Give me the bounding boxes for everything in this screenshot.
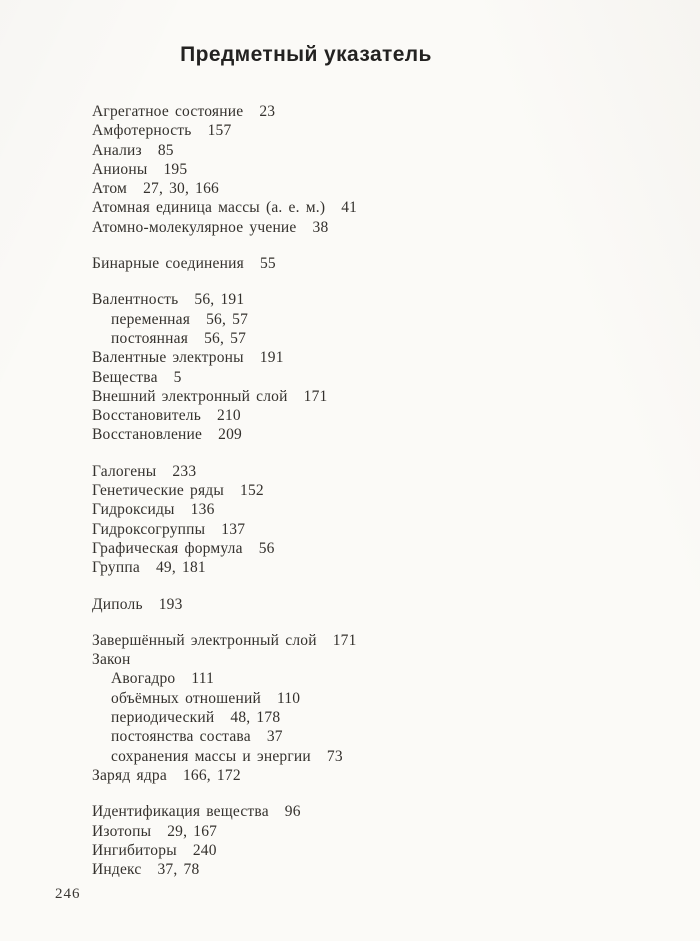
index-term: Анализ <box>92 141 142 159</box>
index-page-refs: 48, 178 <box>230 709 281 727</box>
index-entry <box>92 406 612 425</box>
index-entry <box>92 348 612 367</box>
index-term: Восстановитель <box>92 407 201 425</box>
index-term: сохранения массы и энергии <box>111 747 311 765</box>
index-group-З <box>92 631 612 785</box>
index-page-refs: 171 <box>303 387 328 405</box>
index-term: Диполь <box>92 595 143 613</box>
index-term: Гидроксогруппы <box>92 520 206 538</box>
index-term: Идентификация вещества <box>92 803 269 821</box>
index-page-refs: 5 <box>173 368 182 386</box>
index-page-refs: 191 <box>259 349 284 367</box>
index-page-refs: 137 <box>221 520 246 538</box>
index-page-refs: 37, 78 <box>157 861 200 879</box>
index-page-refs: 166, 172 <box>182 766 241 784</box>
index-entry <box>92 329 612 348</box>
index-term: постоянная <box>111 329 189 347</box>
index-page-refs: 29, 167 <box>167 822 218 840</box>
index-page-refs: 49, 181 <box>155 559 206 577</box>
subject-index-list <box>92 102 612 879</box>
index-page-refs: 136 <box>190 501 215 519</box>
index-entry <box>92 841 612 860</box>
index-page-refs: 110 <box>276 689 301 707</box>
index-term: Авогадро <box>111 670 176 688</box>
index-page-refs: 56, 57 <box>204 329 247 347</box>
index-page-refs: 210 <box>217 407 241 425</box>
index-entry <box>92 290 612 309</box>
index-page-refs: 55 <box>259 255 276 273</box>
index-page-refs: 56, 57 <box>206 310 249 328</box>
index-entry <box>92 708 612 727</box>
index-term: Атомно-молекулярное учение <box>92 218 297 236</box>
index-group-И <box>92 802 612 879</box>
index-page-refs: 85 <box>157 141 174 159</box>
index-page-refs: 157 <box>207 122 232 140</box>
index-term: Графическая формула <box>92 539 243 557</box>
index-entry <box>92 727 612 746</box>
index-page-refs: 209 <box>218 426 242 444</box>
index-term: Бинарные соединения <box>92 255 244 273</box>
index-entry <box>92 595 612 614</box>
index-page-refs: 96 <box>284 803 301 821</box>
index-entry <box>92 669 612 688</box>
index-term: Индекс <box>92 861 142 879</box>
index-entry <box>92 481 612 500</box>
index-entry <box>92 539 612 558</box>
index-entry <box>92 218 612 237</box>
index-entry <box>92 254 612 273</box>
index-entry <box>92 141 612 160</box>
index-term: Валентность <box>92 291 179 309</box>
index-group-Д <box>92 595 612 614</box>
index-page-refs: 37 <box>266 728 283 746</box>
index-term: Внешний электронный слой <box>92 387 288 405</box>
index-group-Б <box>92 254 612 273</box>
index-term: Закон <box>92 651 131 669</box>
index-page-refs: 152 <box>240 482 264 500</box>
index-page-refs: 193 <box>158 595 183 613</box>
index-term: Галогены <box>92 462 157 480</box>
index-page-refs: 23 <box>259 103 276 120</box>
index-term: Вещества <box>92 368 158 386</box>
index-page-refs: 171 <box>332 631 357 649</box>
index-term: периодический <box>111 709 215 727</box>
index-entry <box>92 520 612 539</box>
index-entry <box>92 198 612 217</box>
index-group-В <box>92 290 612 444</box>
index-entry <box>92 558 612 577</box>
index-page-refs: 38 <box>312 218 329 236</box>
index-term: Генетические ряды <box>92 482 225 500</box>
index-group-А <box>92 102 612 237</box>
index-entry <box>92 160 612 179</box>
index-term: Амфотерность <box>92 122 192 140</box>
index-term: объёмных отношений <box>111 689 261 707</box>
index-entry <box>92 462 612 481</box>
index-term: Валентные электроны <box>92 349 244 367</box>
index-term: Гидроксиды <box>92 501 175 519</box>
index-group-Г <box>92 462 612 578</box>
index-term: переменная <box>111 310 191 328</box>
index-term: Агрегатное состояние <box>92 103 244 120</box>
index-term: Заряд ядра <box>92 766 167 784</box>
index-term: Завершённый электронный слой <box>92 631 317 649</box>
index-entry <box>92 179 612 198</box>
index-page-refs: 56 <box>258 539 275 557</box>
index-page-refs: 233 <box>172 462 197 480</box>
page-number: 246 <box>55 886 81 902</box>
index-entry <box>92 102 612 121</box>
index-page-refs: 195 <box>163 160 188 178</box>
index-entry <box>92 387 612 406</box>
index-page-refs: 240 <box>192 841 217 859</box>
index-term: Изотопы <box>92 822 152 840</box>
index-page-refs: 27, 30, 166 <box>143 180 220 198</box>
index-term: Атомная единица массы (а. е. м.) <box>92 199 326 217</box>
index-entry <box>92 121 612 140</box>
index-entry <box>92 860 612 879</box>
index-page-refs: 56, 191 <box>194 291 245 309</box>
index-term: Ингибиторы <box>92 841 177 859</box>
index-entry <box>92 766 612 785</box>
index-entry <box>92 500 612 519</box>
page-title: Предметный указатель <box>180 43 432 66</box>
index-term: постоянства состава <box>111 728 251 746</box>
index-entry <box>92 822 612 841</box>
index-entry <box>92 310 612 329</box>
index-page-refs: 41 <box>341 199 358 217</box>
index-term: Атом <box>92 180 128 198</box>
index-page-refs: 111 <box>191 670 215 688</box>
index-term: Восстановление <box>92 426 203 444</box>
index-entry <box>92 689 612 708</box>
index-term: Анионы <box>92 160 148 178</box>
index-entry <box>92 747 612 766</box>
index-term: Группа <box>92 559 140 577</box>
index-entry <box>92 425 612 444</box>
index-entry <box>92 631 612 650</box>
index-entry <box>92 650 612 669</box>
index-page-refs: 73 <box>326 747 343 765</box>
index-entry <box>92 802 612 821</box>
index-entry <box>92 368 612 387</box>
